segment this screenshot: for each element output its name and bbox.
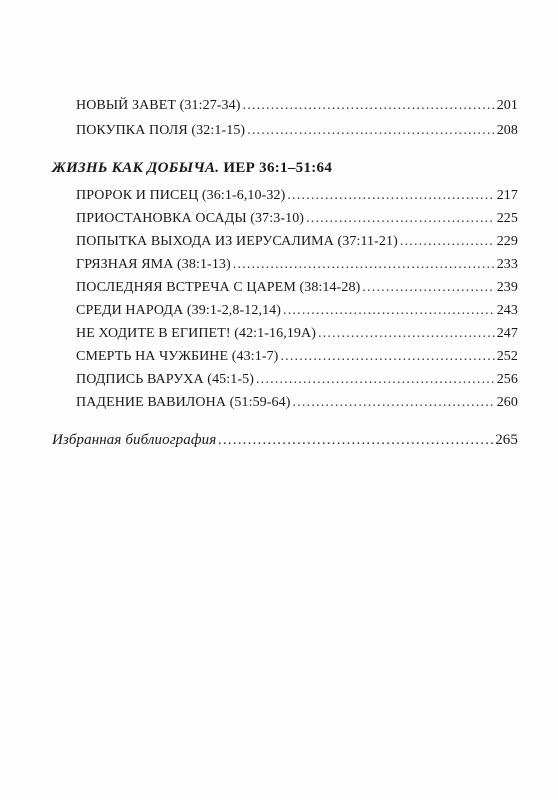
dot-leader <box>243 98 495 114</box>
toc-entry <box>76 234 518 256</box>
toc-entry-title: ПРИОСТАНОВКА ОСАДЫ (37:3-10) <box>76 211 305 226</box>
dot-leader <box>283 303 495 319</box>
toc-entry-page: 256 <box>496 372 518 387</box>
dot-leader <box>318 326 495 342</box>
dot-leader <box>256 372 495 388</box>
toc-entry-title: ПОПЫТКА ВЫХОДА ИЗ ИЕРУСАЛИМА (37:11-21) <box>76 234 398 249</box>
section-heading <box>52 160 332 177</box>
toc-entry <box>76 211 518 233</box>
toc-entry-title: ПОКУПКА ПОЛЯ (32:1-15) <box>76 123 246 138</box>
toc-entry <box>76 372 518 394</box>
toc-entry-page: 208 <box>496 123 518 138</box>
section-heading-reference: ИЕР 36:1–51:64 <box>219 160 333 176</box>
toc-entry <box>76 326 518 348</box>
toc-entry-page: 247 <box>496 326 518 341</box>
dot-leader <box>306 211 495 227</box>
dot-leader <box>400 234 495 250</box>
toc-entry <box>76 257 518 279</box>
toc-entry-title: ГРЯЗНАЯ ЯМА (38:1-13) <box>76 257 231 272</box>
dot-leader <box>293 395 495 411</box>
toc-entry-bibliography <box>52 432 518 454</box>
toc-entry-page: 260 <box>496 395 518 410</box>
dot-leader <box>287 188 494 204</box>
toc-entry-title: ПАДЕНИЕ ВАВИЛОНА (51:59-64) <box>76 395 291 410</box>
toc-entry-title: ПОСЛЕДНЯЯ ВСТРЕЧА С ЦАРЕМ (38:14-28) <box>76 280 361 295</box>
toc-entry-page: 233 <box>496 257 518 272</box>
dot-leader <box>233 257 495 273</box>
toc-entry-page: 239 <box>496 280 518 295</box>
toc-entry-page: 201 <box>496 98 518 113</box>
bibliography-title: Избранная библиография <box>52 432 217 448</box>
toc-entry-page: 243 <box>496 303 518 318</box>
toc-entry-title: ПОДПИСЬ ВАРУХА (45:1-5) <box>76 372 254 387</box>
dot-leader <box>218 432 493 449</box>
toc-entry <box>76 303 518 325</box>
toc-entry-title: СМЕРТЬ НА ЧУЖБИНЕ (43:1-7) <box>76 349 279 364</box>
toc-entry <box>76 395 518 417</box>
toc-entry-page: 217 <box>496 188 518 203</box>
section-heading-title: ЖИЗНЬ КАК ДОБЫЧА. <box>52 160 220 176</box>
toc-entry-title: НЕ ХОДИТЕ В ЕГИПЕТ! (42:1-16,19А) <box>76 326 316 341</box>
dot-leader <box>247 123 495 139</box>
toc-entry <box>76 123 518 145</box>
toc-entry-title: ПРОРОК И ПИСЕЦ (36:1-6,10-32) <box>76 188 286 203</box>
dot-leader <box>280 349 494 365</box>
toc-entry-page: 252 <box>496 349 518 364</box>
toc-entry <box>76 98 518 120</box>
toc-entry-page: 225 <box>496 211 518 226</box>
toc-entry <box>76 349 518 371</box>
toc-entry-page: 229 <box>496 234 518 249</box>
toc-entry <box>76 188 518 210</box>
toc-entry <box>76 280 518 302</box>
toc-entry-title: СРЕДИ НАРОДА (39:1-2,8-12,14) <box>76 303 282 318</box>
toc-entry-title: НОВЫЙ ЗАВЕТ (31:27-34) <box>76 98 241 113</box>
bibliography-page: 265 <box>495 432 518 448</box>
dot-leader <box>362 280 494 296</box>
